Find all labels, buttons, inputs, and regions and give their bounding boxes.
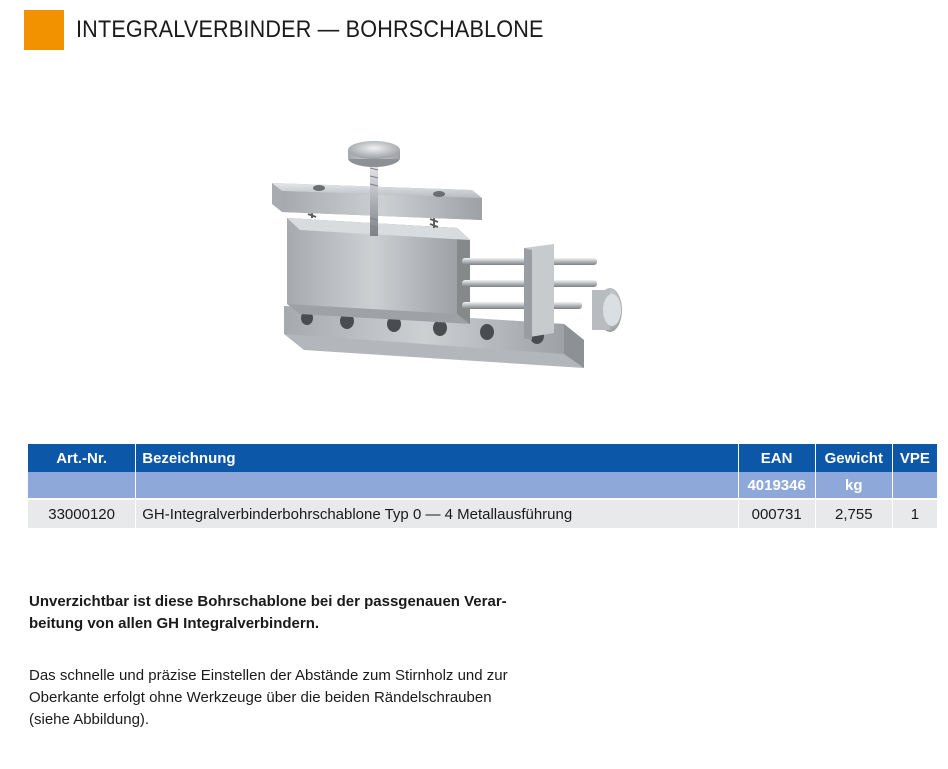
table-header-row bbox=[28, 444, 937, 472]
orange-accent-square bbox=[24, 10, 64, 50]
page-header bbox=[24, 10, 596, 50]
subheader-weight-unit: kg bbox=[816, 472, 892, 498]
details-line: (siehe Abbildung). bbox=[29, 711, 150, 728]
details-line: Das schnelle und präzise Einstellen der Abstände zum Stirnholz und zur bbox=[29, 667, 508, 684]
cell-art-nr: 33000120 bbox=[28, 498, 135, 528]
table-row bbox=[28, 498, 937, 528]
drilling-template-photo bbox=[262, 128, 632, 398]
cell-bezeichnung: GH-Integralverbinderbohrschablone Typ 0 — 4 Metallausführung bbox=[136, 498, 737, 528]
table-subheader-row bbox=[28, 472, 937, 498]
cell-ean: 000731 bbox=[739, 498, 815, 528]
details-paragraph bbox=[29, 665, 529, 731]
intro-line: beitung von allen GH Integralverbindern. bbox=[29, 615, 320, 632]
details-line: Oberkante erfolgt ohne Werkzeuge über die beiden Rändelschrauben bbox=[29, 689, 492, 706]
subheader-art-nr-empty bbox=[28, 472, 135, 498]
intro-line: Unverzichtbar ist diese Bohrschablone bei der passgenauen Verar- bbox=[29, 593, 507, 610]
intro-paragraph bbox=[29, 591, 529, 635]
cell-gewicht: 2,755 bbox=[816, 498, 892, 528]
column-header-bezeichnung: Bezeichnung bbox=[136, 444, 737, 472]
product-table bbox=[27, 444, 938, 528]
column-header-art-nr: Art.-Nr. bbox=[28, 444, 135, 472]
subheader-bezeichnung-empty bbox=[136, 472, 737, 498]
column-header-vpe: VPE bbox=[893, 444, 937, 472]
column-header-ean: EAN bbox=[739, 444, 815, 472]
column-header-gewicht: Gewicht bbox=[816, 444, 892, 472]
page-title: INTEGRALVERBINDER — BOHRSCHABLONE bbox=[76, 16, 544, 43]
subheader-ean-prefix: 4019346 bbox=[739, 472, 815, 498]
cell-vpe: 1 bbox=[893, 498, 937, 528]
subheader-vpe-empty bbox=[893, 472, 937, 498]
